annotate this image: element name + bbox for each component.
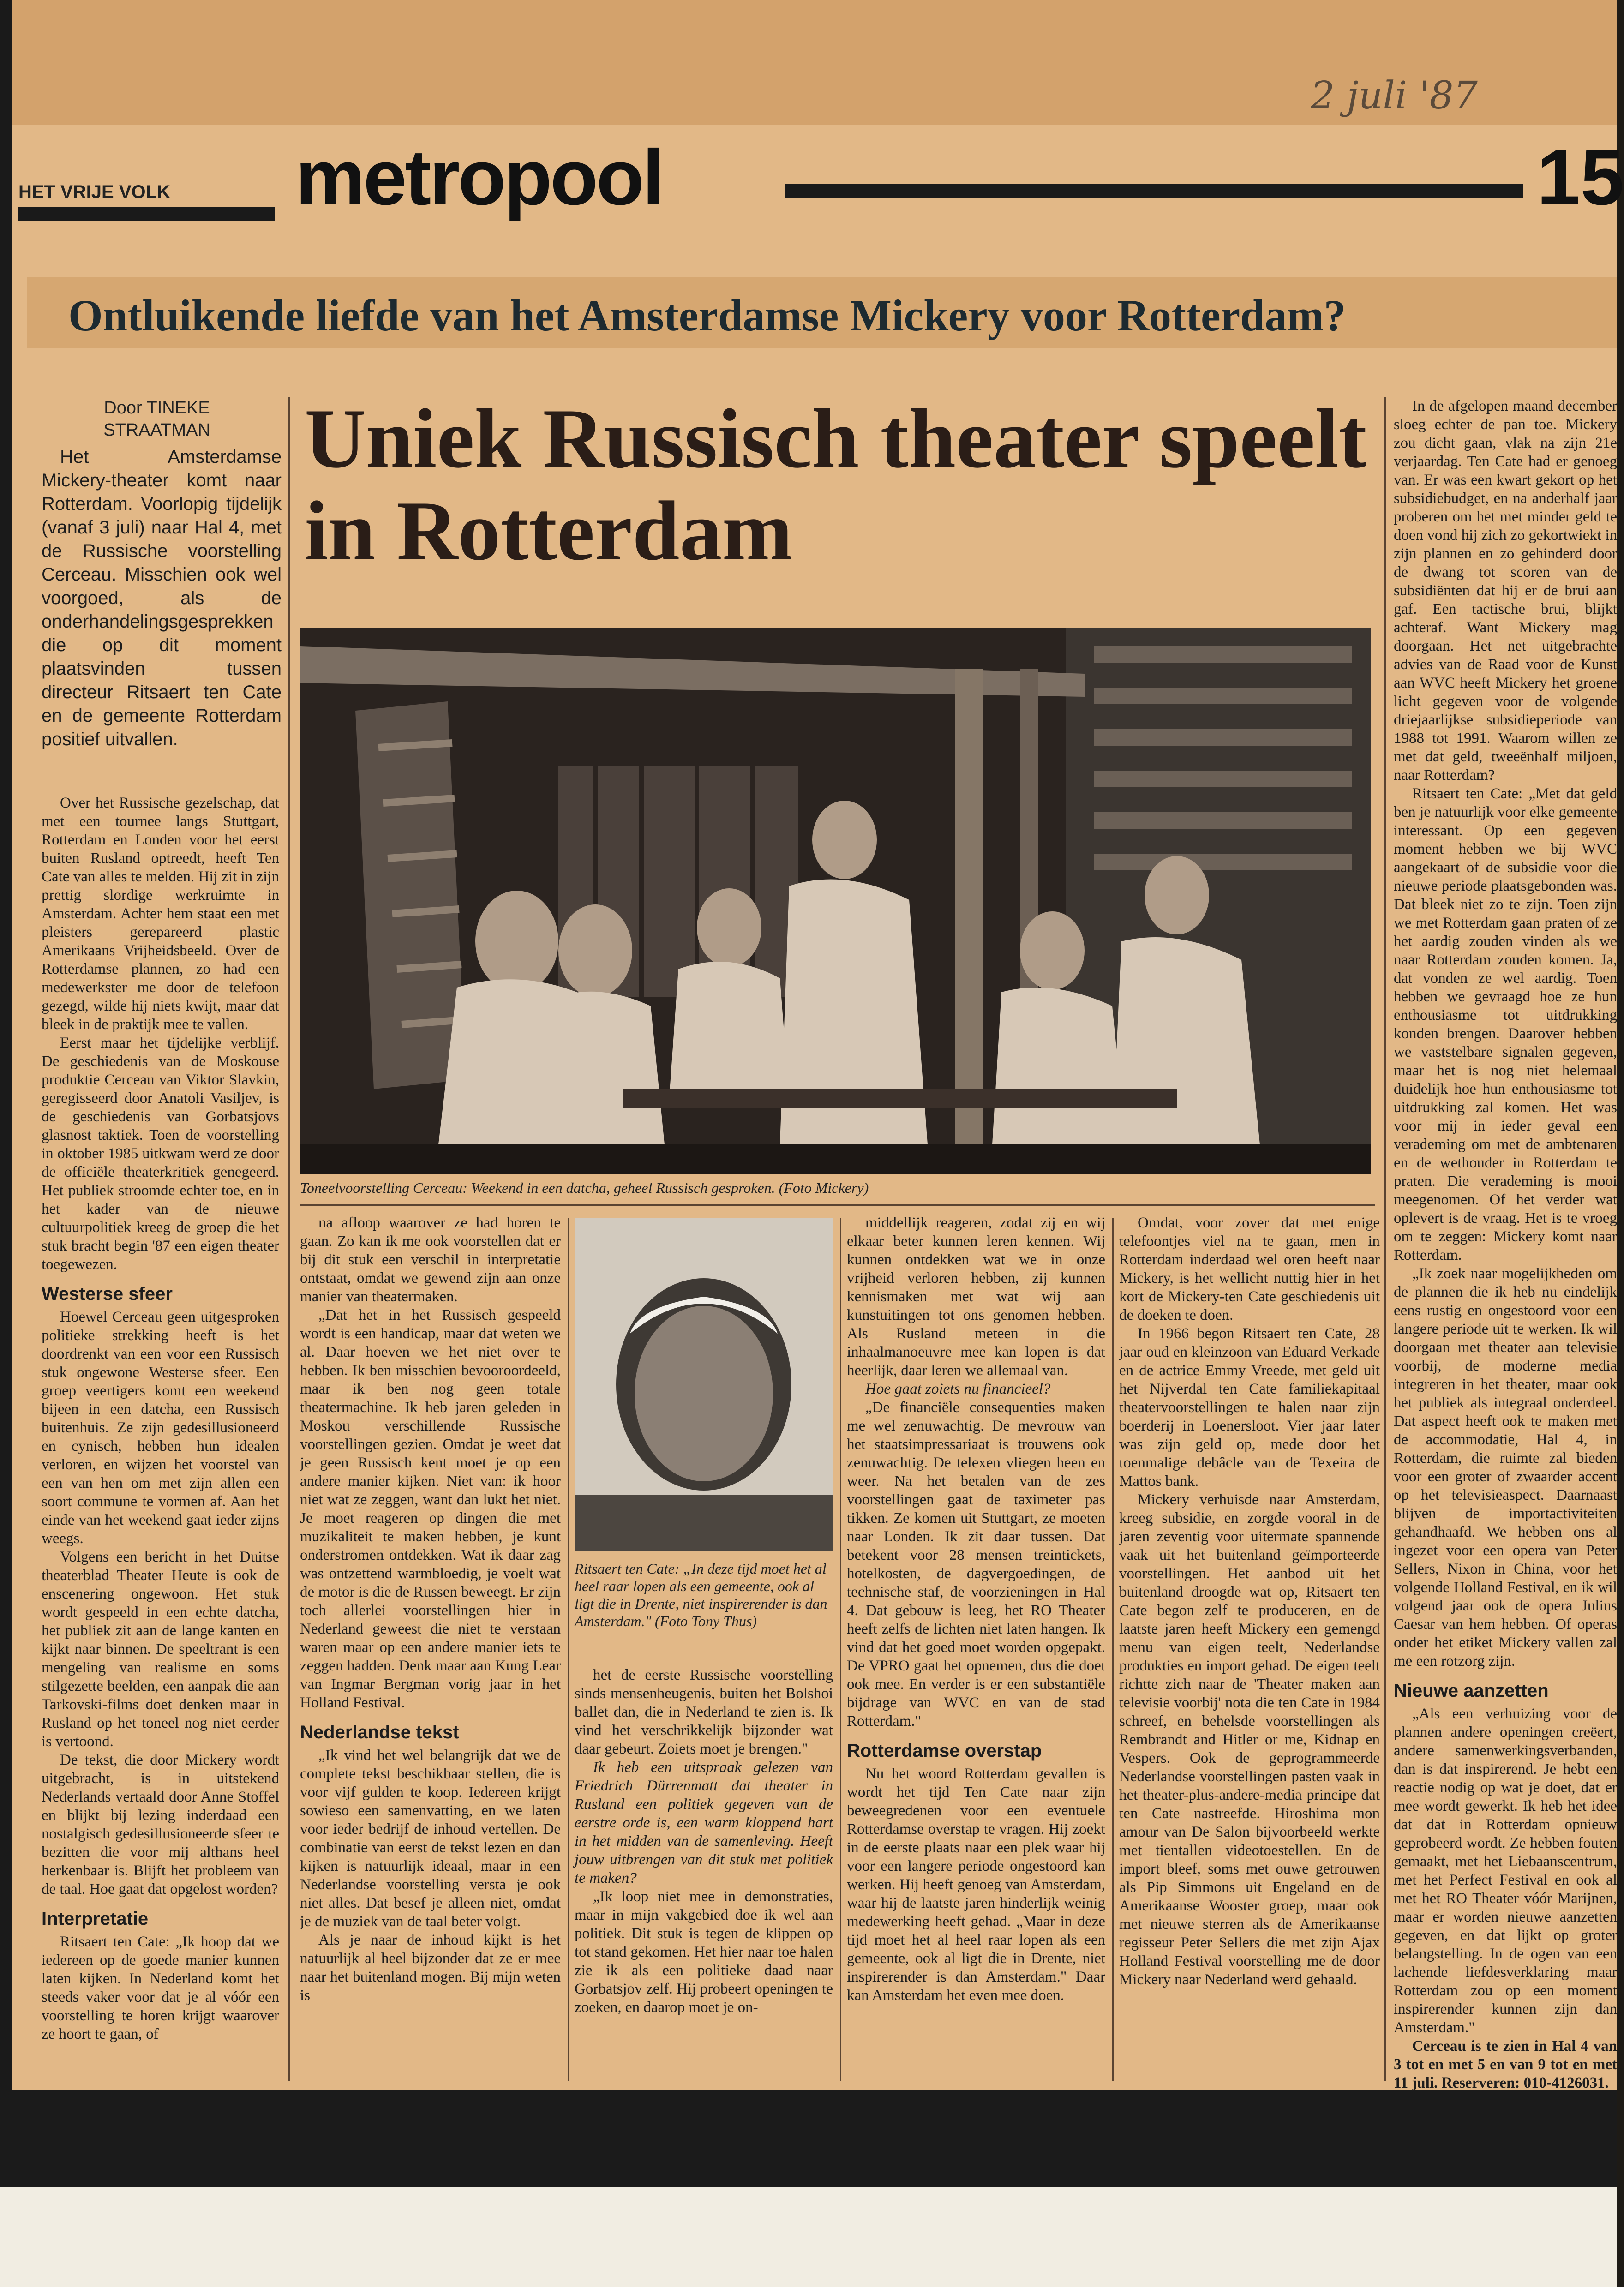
col1-paragraph: Over het Russische gezelschap, dat met een tournee langs Stuttgart, Rotterdam en Londen voor het eerst buiten Rusland optreedt, heeft Ten Cate van alles te melden. Hij zit in zijn prettig slordige werkruimte in Amsterdam. Achter hem staat een met pleisters gerepareerd plastic Amerikaans Vrijheidsbeeld. Over de Rotterdamse plannen, zo had een medewerkster me door de telefoon gezegd, wilde hij niets kwijt, maar dat bleek in de praktijk mee te vallen. bbox=[42, 795, 279, 1033]
subhead-rotterdamse-overstap: Rotterdamse overstap bbox=[847, 1741, 1042, 1761]
masthead-rule-right bbox=[785, 184, 1523, 198]
column-5 bbox=[1119, 1214, 1380, 2081]
col4-paragraph: middellijk reageren, zodat zij en wij elkaar beter kunnen leren kennen. Wij kunnen ontdekken wat we in onze vrijheid verloren hebben, zij kunnen kennismaken met wat wij aan kunstuitingen tot ons genomen hebben. Als Rusland meteen in die inhaalmanoeuvre mee kan lopen is dat heerlijk, daar leren we allemaal van. bbox=[847, 1215, 1105, 1379]
portrait-image bbox=[575, 1218, 833, 1551]
col2-paragraph: „Dat het in het Russisch gespeeld wordt is een handicap, maar dat weten we al. Daar hoeven we het niet over te hebben. Ik ben misschien bevooroordeeld, maar ik ben nog geen totale theatermachine. Ik heb jaren geleden in Moskou verschillende Russische voorstellingen gezien. Omdat je weet dat je geen Russisch kent moet je op een andere manier kijken. Niet van: ik hoor niet wat ze zeggen, want dan lukt het niet. Je moet reageren op dingen die met muzikaliteit te maken hebben, je kunt onderstromen ontdekken. Wat ik daar zag was ontzettend warmbloedig, je voelt wat de motor is die de Russen beweegt. Er zijn toch allerlei voorstellingen hier in Nederland geweest die niet te verstaan waren maar op een andere manier iets te zeggen hadden. Denk maar aan Kung Lear van Ingmar Bergman vorig jaar in het Holland Festival. bbox=[300, 1307, 561, 1711]
col2-paragraph: Als je naar de inhoud kijkt is het natuurlijk al heel bijzonder dat ze er mee naar het buitenland mogen. Bij mijn weten is bbox=[300, 1932, 561, 2004]
portrait-photo bbox=[575, 1218, 833, 1551]
col6-info: Cerceau is te zien in Hal 4 van 3 tot en met 5 en van 9 tot en met 11 juli. Reserveren: 010-4126031. bbox=[1394, 2038, 1617, 2091]
column-rule-2 bbox=[1384, 397, 1386, 2081]
subhead-nederlandse-tekst: Nederlandse tekst bbox=[300, 1722, 459, 1742]
col2-paragraph: na afloop waarover ze had horen te gaan. Zo kan ik me ook voorstellen dat er bij dit stuk een verschil in interpretatie ontstaat, omdat we gewend zijn aan onze manier van theatermaken. bbox=[300, 1215, 561, 1305]
col1-paragraph: Eerst maar het tijdelijke verblijf. De geschiedenis van de Moskouse produktie Cerceau van Viktor Slavkin, geregisseerd door Anatoli Vasiljev, is de geschiedenis van Gorbatsjovs glasnost taktiek. Toen de voorstelling in oktober 1985 uitkwam werd ze door de officiële theaterkritiek genegeerd. Het publiek stroomde echter toe, en in het kader van de nieuwe cultuurpolitiek kreeg de groep die het stuk bracht begin '87 een eigen theater toegewezen. bbox=[42, 1035, 279, 1273]
col3-paragraph: het de eerste Russische voorstelling sinds mensenheugenis, buiten het Bolshoi ballet dan, die in Nederland te zien is. Ik vind het verschrikkelijk bijzonder wat daar gebeurt. Zoiets moet je brengen." bbox=[575, 1667, 833, 1757]
col4-paragraph: Nu het woord Rotterdam gevallen is wordt het tijd Ten Cate naar zijn beweegredenen voor een eventuele Rotterdamse overstap te vragen. Hij zoekt in de eerste plaats naar een plek waar hij voor een langere periode ongestoord kan werken. Hij heeft genoeg van Amsterdam, waar hij de laatste jaren hinderlijk weinig medewerking heeft gehad. „Maar in deze tijd moet het al heel raar lopen als een gemeente, ook al ligt die in Drente, niet inspirerender is dan Amsterdam." Daar kan Amsterdam het even mee doen. bbox=[847, 1766, 1105, 2004]
handwritten-date: 2 juli '87 bbox=[1311, 74, 1478, 118]
scan-bottom-paper bbox=[0, 2187, 1617, 2287]
byline-text: Door TINEKE STRAATMAN bbox=[103, 398, 210, 440]
intro-paragraph bbox=[42, 445, 282, 751]
col1-paragraph: De tekst, die door Mickery wordt uitgebracht, is in uitstekend Nederlands vertaald door Anne Stoffel en blijkt bij lezing inderdaad een nostalgisch gedesillusioneerde sfeer te bezitten die voor mij althans heel herkenbaar is. Blijft het probleem van de taal. Hoe gaat dat opgelost worden? bbox=[42, 1752, 279, 1898]
column-4 bbox=[847, 1214, 1105, 2081]
byline bbox=[48, 397, 265, 441]
headline: Uniek Russisch theater speelt in Rotterdam bbox=[305, 391, 1367, 578]
column-1 bbox=[42, 794, 279, 2077]
column-rule-5 bbox=[1112, 1218, 1114, 2081]
page-number: 15 bbox=[1537, 134, 1624, 222]
newspaper-name: HET VRIJE VOLK bbox=[18, 182, 170, 202]
col3-paragraph: „Ik loop niet mee in demonstraties, maar in mijn vakgebied doe ik wel aan politiek. Dit stuk is tegen de klippen op tot stand gekomen. Het hier naar toe halen zie ik als een politieke daad naar Gorbatsjov zelf. Hij probeert openingen te zoeken, en daarop moet je on- bbox=[575, 1888, 833, 2016]
column-rule-3 bbox=[568, 1218, 569, 2081]
col2-paragraph: „Ik vind het wel belangrijk dat we de complete tekst beschikbaar stellen, die is voor vijf gulden te koop. Iedereen krijgt sowieso een samenvatting, en we laten voor ieder bedrijf de inhoud vertellen. De combinatie van eerst de tekst lezen en dan kijken is natuurlijk ideaal, maar in een Nederlandse voorstelling versta je ook niet alles. Dat besef je alleen niet, omdat je de muziek van de taal beter volgt. bbox=[300, 1747, 561, 1930]
col6-paragraph: Ritsaert ten Cate: „Met dat geld ben je natuurlijk voor elke gemeente interessant. Op een gegeven moment hebben we bij WVC aangekaart of de subsidie voor die nieuwe periode plaatsgebonden was. Dat bleek niet zo te zijn. Toen zijn we met Rotterdam gaan praten of ze het aardig zouden vinden als we naar Rotterdam zouden komen. Ja, dat vonden ze wel aardig. Toen hebben we gevraagd hoe ze hun enthousiasme tot uitdrukking konden brengen. Daarover hebben we vaststelbare signalen gegeven, maar het is nog niet helemaal duidelijk hoe hun enthousiasme tot uitdrukking zal komen. Het was voor mij in ieder geval een verademing om met de ambtenaren en de wethouder in Rotterdam te praten. Die verademing is mooi meegenomen. Of het verder wat oplevert is de vraag. Het is te vroeg om te zeggen: Mickery komt naar Rotterdam. bbox=[1394, 785, 1617, 1263]
col6-paragraph: In de afgelopen maand december sloeg echter de pan toe. Mickery zou dicht gaan, vlak na zijn 21e verjaardag. Ten Cate had er genoeg van. Er was een kwart gekort op het subsidiebudget, en na anderhalf jaar proberen om het met minder geld te doen vond hij zich zo gekortwiekt in zijn plannen en zo gehinderd door de dwang tot scoren van de subsidiënten dat hij er de brui aan gaf. Een tactische brui, blijkt achteraf. Want Mickery mag doorgaan. Het net uitgebrachte advies van de Raad voor de Kunst aan WVC heeft Mickery het groene licht gegeven voor de volgende driejaarlijkse subsidieperiode van 1988 tot 1991. Waarom willen ze met dat geld, tweeënhalf miljoen, naar Rotterdam? bbox=[1394, 398, 1617, 784]
col3-question: Ik heb een uitspraak gelezen van Friedrich Dürrenmatt dat theater in Rusland een politiek gegeven van de eerstre orde is, een warm kloppend hart in het midden van de samenleving. Heeft jouw uitbrengen van dit stuk met politiek te maken? bbox=[575, 1759, 833, 1886]
col6-paragraph: „Ik zoek naar mogelijkheden om de plannen die ik heb nu eindelijk eens rustig en ongestoord voor een langere periode uit te werken. Ik wil doorgaan met theater aan televisie voorbij, de moderne media integreren in het theater, maar ook het publiek als integraal onderdeel. Dat aspect heeft ook te maken met de accommodatie, Hal 4, in Rotterdam, die ruimte zal bieden voor een groter of zwaarder accent op het televisieaspect. Daarnaast blijven de importactiviteiten gehandhaafd. We hebben ons al ingezet voor een opera van Peter Sellers, Nixon in China, voor het volgende Holland Festival, en ik wil volgend jaar ook de opera Julius Caesar van hem hebben. Of operas onder het etiket Mickery vallen zal me een rotzorg zijn. bbox=[1394, 1265, 1617, 1670]
caption-rule bbox=[300, 1204, 1375, 1206]
overline-text: Ontluikende liefde van het Amsterdamse Mickery voor Rotterdam? bbox=[68, 291, 1346, 340]
stage-photo-image bbox=[300, 628, 1371, 1174]
scan-bottom-shadow bbox=[0, 2090, 1617, 2187]
subhead-nieuwe-aanzetten: Nieuwe aanzetten bbox=[1394, 1681, 1549, 1701]
subhead-westerse-sfeer: Westerse sfeer bbox=[42, 1284, 173, 1304]
column-6 bbox=[1394, 397, 1617, 2091]
col5-paragraph: Mickery verhuisde naar Amsterdam, kreeg subsidie, en zorgde vooral in de jaren zeventig voor uitermate spannende vaak uit het buitenland geïmporteerde voorstellingen. Het aanbod uit het buitenland droogde wat op, Ritsaert ten Cate begon zelf te produceren, en de laatste jaren heeft Mickery een gemengd menu van eigen teelt, Nederlandse produkties en import gehad. De eigen teelt richtte zich naar de 'Theater maken aan televisie voorbij' nota die ten Cate in 1984 schreef, en behelsde voorstellingen als Rembrandt and Hitler or me, Kidnap en Vespers. Ook de geprogrammeerde Nederlandse voorstellingen pasten vaak in het theater-plus-andere-media principe dat ten Cate nastreefde. Hiroshima mon amour van De Salon bijvoorbeeld werkte met tientallen videotoestellen. En de import bleef, soms met ouwe getrouwen als Pip Simmons uit Engeland en de Amerikaanse Wooster groep, maar ook met nieuwe sterren als de Amerikaanse regisseur Peter Sellers die met zijn Ajax Holland Festival voorstelling me de door Mickery naar Nederland werd gehaald. bbox=[1119, 1491, 1380, 1988]
masthead-rule-left bbox=[18, 207, 275, 221]
col4-question: Hoe gaat zoiets nu financieel? bbox=[865, 1381, 1051, 1397]
portrait-caption: Ritsaert ten Cate: „In deze tijd moet het al heel raar lopen als een gemeente, ook al ligt die in Drente, niet inspirerender is dan Amsterdam." (Foto Tony Thus) bbox=[575, 1560, 827, 1629]
column-2 bbox=[300, 1214, 561, 2081]
col4-paragraph: „De financiële consequenties maken me wel zenuwachtig. De mevrouw van het staatsimpressariaat is trouwens ook zenuwachtig. De telexen vliegen heen en weer. Na het betalen van de zes voorstellingen gaat de taximeter pas tikken. Ze komen uit Stuttgart, ze moeten naar Londen. Ik zit daar tussen. Dat betekent voor 28 mensen treintickets, hotelkosten, de dagvergoedingen, de technische staf, de voorzieningen in Hal 4. Dat gebouw is leeg, het RO Theater heeft zelfs de lichten niet laten hangen. Ik vind dat het goed moet worden opgepakt. De VPRO gaat het opnemen, dus die doet ook mee. En verder is er een substantiële bijdrage van WVC en van de stad Rotterdam." bbox=[847, 1399, 1105, 1730]
stage-photo bbox=[300, 628, 1371, 1174]
col5-paragraph: Omdat, voor zover dat met enige telefoontjes viel na te gaan, men in Rotterdam inderdaad wel oren heeft naar Mickery, is het wellicht nuttig hier in het kort de Mickery-ten Cate geschiedenis uit de doeken te doen. bbox=[1119, 1215, 1380, 1323]
section-title: metropool bbox=[295, 134, 663, 222]
column-3 bbox=[575, 1666, 833, 2081]
intro-text: Het Amsterdamse Mickery-theater komt naar Rotterdam. Voorlopig tijdelijk (vanaf 3 juli) naar Hal 4, met de Russische voorstelling Cerceau. Misschien ook wel voorgoed, als de onderhandelingsgesprekken die op dit moment plaatsvinden tussen directeur Ritsaert ten Cate en de gemeente Rotterdam positief uitvallen. bbox=[42, 447, 282, 749]
column-rule-4 bbox=[840, 1218, 841, 2081]
col1-paragraph: Ritsaert ten Cate: „Ik hoop dat we iedereen op de goede manier kunnen laten kijken. In Nederland komt het steeds vaker voor dat je al vóór een voorstelling te horen krijgt waarover ze hoort te gaan, of bbox=[42, 1934, 279, 2042]
col6-paragraph: „Als een verhuizing voor de plannen andere openingen creëert, andere samenwerkingsverbanden, dan is dat inspirerend. Je hebt een reactie nodig op wat je doet, dat er mee wordt gewerkt. Ik heb het idee dat dat in Rotterdam opnieuw geprobeerd wordt. Ze hebben fouten gemaakt, met het Liebaanscentrum, met het Perfect Festival en ook al met het RO Theater vóór Marijnen, maar er worden nieuwe aanzetten gegeven, en dat lijkt op groter belangstelling. In de ogen van een lachende liefdesverklaring maar Rotterdam zou op een moment inspirerender kunnen zijn dan Amsterdam." bbox=[1394, 1706, 1617, 2036]
overline-banner bbox=[27, 277, 1617, 348]
col5-paragraph: In 1966 begon Ritsaert ten Cate, 28 jaar oud en kleinzoon van Eduard Verkade en de actrice Emmy Vreede, met geld uit het Nijverdal ten Cate familiekapitaal theatervoorstellingen te halen naar zijn boerderij in Loenersloot. Vier jaar later was zijn geld op, mede door het toenmalige debâcle van de Texeira de Mattos bank. bbox=[1119, 1325, 1380, 1490]
column-rule-1 bbox=[288, 397, 290, 2081]
scan-left-edge bbox=[0, 0, 12, 2090]
col1-paragraph: Volgens een bericht in het Duitse theaterblad Theater Heute is ook de enscenering ongewoon. Het stuk wordt gespeeld in een echte datcha, het publiek zit aan de lange kanten en kijkt naar binnen. De speeltrant is een mengeling van realisme en soms stilgezette beelden, een aanpak die aan Tarkovski-films doet denken maar in Rusland op het toneel nog niet eerder is vertoond. bbox=[42, 1549, 279, 1750]
col1-paragraph: Hoewel Cerceau geen uitgesproken politieke strekking heeft is het doordrenkt van een voor een Russisch stuk ongewone Westerse sfeer. Een groep veertigers komt een weekend bijeen in een datcha, een Russisch buitenhuis. Ze zijn gedesillusioneerd en cynisch, hebben hun idealen verloren, en wijzen het voorstel van een van hen om met zijn allen een soort commune te vormen af. Aan het einde van het weekend gaat ieder zijns weegs. bbox=[42, 1309, 279, 1547]
photo-caption: Toneelvoorstelling Cerceau: Weekend in een datcha, geheel Russisch gesproken. (Foto Mickery) bbox=[300, 1179, 869, 1196]
subhead-interpretatie: Interpretatie bbox=[42, 1909, 149, 1929]
